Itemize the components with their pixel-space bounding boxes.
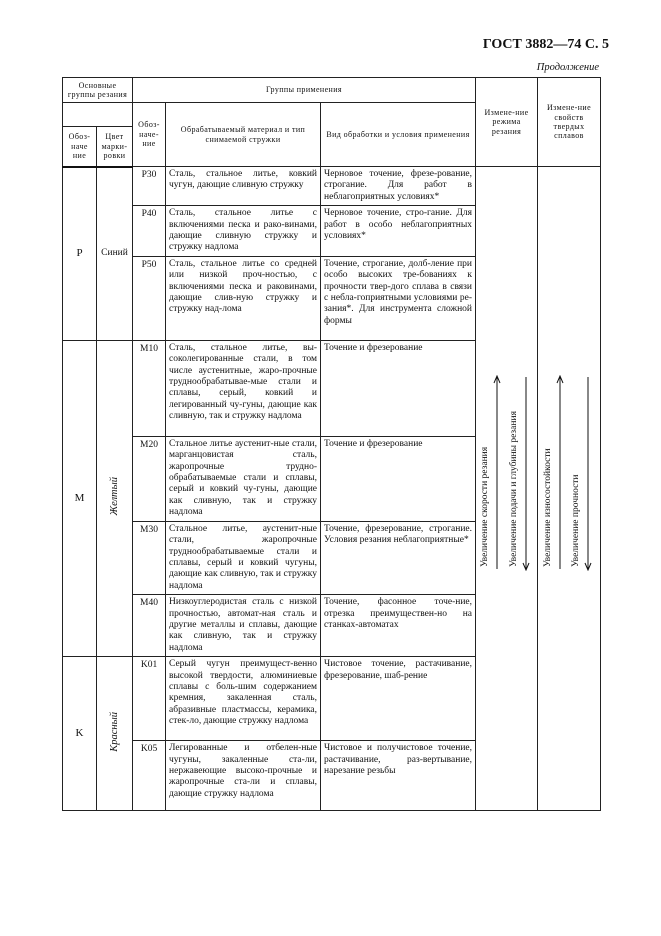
code-cell: M40 — [133, 595, 166, 657]
operation-cell: Точение, фрезерование, строгание. Условия резания неблагоприятные* — [321, 521, 476, 594]
code-cell: M30 — [133, 521, 166, 594]
header-operation: Вид обработки и условия применения — [321, 103, 476, 167]
arrow-down-strength — [584, 375, 592, 571]
code-cell: P40 — [133, 206, 166, 257]
header-property-change: Измене-ние свойств твердых сплавов — [538, 78, 601, 167]
material-cell: Низкоуглеродистая сталь с низкой прочностью, автомат-ная сталь и другие металлы и сплавы, дающие как сливную, так и стружку надлома — [166, 595, 321, 657]
header-material: Обрабатываемый материал и тип снимаемой стружки — [166, 103, 321, 167]
header-code: Обоз-наче-ние — [133, 103, 166, 167]
header-color: Цвет марки-ровки — [97, 127, 133, 167]
material-cell: Сталь, стальное литье, вы-соколегированные стали, в том числе аустенитные, жаро-прочные труднообрабатывае-мые стали и сплавы, серый, ковкий и легированный чу-гуны, дающие как сливную, так и стружку надлома — [166, 340, 321, 436]
label-strength: Увеличение прочности — [571, 474, 582, 567]
material-cell: Серый чугун преимущест-венно высокой твердости, алюминиевые сплавы с боль-шим содержанием кремния, закаленная сталь, абразивные пластмассы, керамика, стек-ло, дающие стружку надлома — [166, 657, 321, 741]
color-mark-p: Синий — [97, 167, 133, 341]
property-change-arrows — [538, 167, 601, 811]
page-header: ГОСТ 3882—74 С. 5 — [482, 37, 609, 52]
header-main-groups: Основные группы резания — [63, 78, 133, 103]
group-letter-p: P — [63, 167, 97, 341]
color-label-k: Красный — [108, 711, 120, 752]
header-application-groups: Группы применения — [133, 78, 476, 103]
arrow-up-down-speed — [493, 375, 501, 571]
operation-cell: Чистовое точение, растачивание, фрезерование, шаб-рение — [321, 657, 476, 741]
color-mark-m — [97, 340, 133, 656]
group-letter-k: K — [63, 657, 97, 811]
arrow-up-wear — [556, 375, 564, 571]
operation-cell: Точение, фасонное точе-ние, отрезка преимуществен-но на станках-автоматах — [321, 595, 476, 657]
code-cell: K05 — [133, 741, 166, 811]
code-cell: P30 — [133, 167, 166, 206]
group-letter-m: M — [63, 340, 97, 656]
code-cell: M10 — [133, 340, 166, 436]
header-designation: Обоз-наче ние — [63, 127, 97, 167]
code-cell: P50 — [133, 256, 166, 340]
material-cell: Сталь, стальное литье, ковкий чугун, дающие сливную стружку — [166, 167, 321, 206]
header-mode-change: Измене-ние режима резания — [476, 78, 538, 167]
operation-cell: Точение и фрезерование — [321, 436, 476, 521]
material-cell: Сталь, стальное литье с включениями песка и рако-винами, дающие сливную стружку и стружку надлома — [166, 206, 321, 257]
header-spacer — [63, 103, 133, 127]
arrow-down-feed — [522, 375, 530, 571]
operation-cell: Точение и фрезерование — [321, 340, 476, 436]
material-cell: Стальное литье аустенит-ные стали, марганцовистая сталь, жаропрочные трудно-обрабатываемые стали и сплавы, серый и ковкий чу-гуны, дающие как сливную, так и стружку надлома — [166, 436, 321, 521]
operation-cell: Черновое точение, фрезе-рование, строгание. Для работ в неблагоприятных условиях* — [321, 167, 476, 206]
label-feed-depth: Увеличение подачи и глубины резания — [509, 411, 520, 567]
label-wear: Увеличение износостойкости — [543, 448, 554, 567]
continuation-label: Продолжение — [536, 62, 599, 73]
material-cell: Стальное литье, аустенит-ные стали, жаропрочные труднообрабатываемые стали и сплавы, серый и ковкий чугуны, дающие как сливную, так и стружку надлома — [166, 521, 321, 594]
application-groups-table — [62, 77, 601, 811]
color-label-m: Желтый — [108, 477, 120, 516]
code-cell: K01 — [133, 657, 166, 741]
label-speed: Увеличение скорости резания — [480, 446, 491, 567]
code-cell: M20 — [133, 436, 166, 521]
mode-change-arrows — [476, 167, 538, 811]
operation-cell: Чистовое и получистовое точение, растачивание, раз-вертывание, нарезание резьбы — [321, 741, 476, 811]
operation-cell: Точение, строгание, долб-ление при особо высоких тре-бованиях к прочности твер-дого сплава в связи с небла-гоприятными условиями ре-зания*. Для инструмента сложной формы — [321, 256, 476, 340]
material-cell: Легированные и отбелен-ные чугуны, закаленные ста-ли, нержавеющие высоко-прочные и жаропрочные ста-ли и сплавы, дающие стружку надлома — [166, 741, 321, 811]
color-mark-k — [97, 657, 133, 811]
operation-cell: Черновое точение, стро-гание. Для работ в особо неблагоприятных условиях* — [321, 206, 476, 257]
table-row — [63, 167, 601, 206]
material-cell: Сталь, стальное литье со средней или низкой проч-ностью, с включениями песка и раковинами, дающие слив-ную стружку и стружку над-лома — [166, 256, 321, 340]
